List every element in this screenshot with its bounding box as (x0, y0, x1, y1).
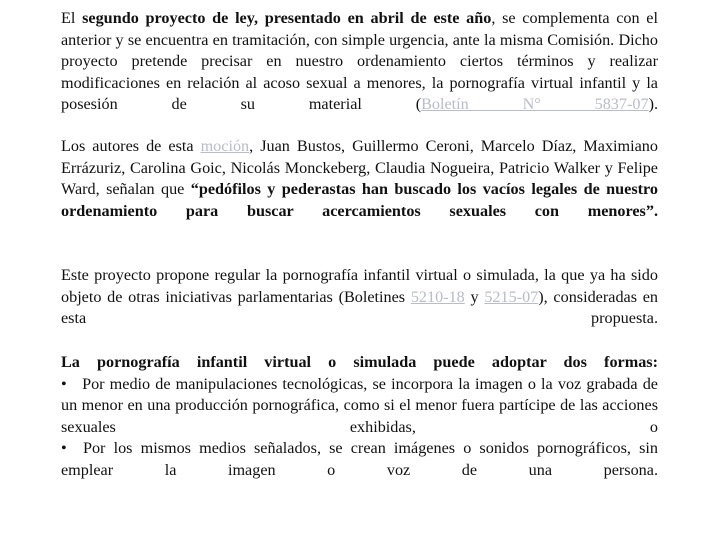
paragraph-1-text-3: ). (648, 95, 659, 114)
boletin-5215-07-link[interactable]: 5215-07 (484, 287, 539, 306)
paragraph-2-text-2: , Juan Bustos, Guillermo Ceroni, Marcelo Díaz, Maximiano Errázuriz, Carolina Goic, Nicolás Monckeberg, Claudia Nogueira, Patricio Walker y Felipe Ward, señalan que (61, 137, 658, 199)
boletin-5210-18-link[interactable]: 5210-18 (410, 287, 465, 306)
bullet-item-1: Por medio de manipulaciones tecnológicas, se incorpora la imagen o la voz grabada de un menor en una producción pornográfica, como si el menor fuera partícipe de las acciones sexuales exhibidas, o (61, 374, 658, 436)
paragraph-2-text: Los autores de esta (61, 137, 201, 155)
bullet-mark: • (61, 374, 67, 393)
paragraph-1-text: El (61, 9, 83, 27)
forms-heading: La pornografía infantil virtual o simulada puede adoptar dos formas: (61, 353, 658, 371)
paragraph-2 (61, 136, 658, 222)
paragraph-3-text-3: ), consideradas en esta propuesta. (61, 287, 659, 328)
mocion-link[interactable]: moción (200, 137, 250, 155)
bullet-mark: • (61, 439, 67, 458)
paragraph-1 (61, 8, 658, 116)
paragraph-1-bold: segundo proyecto de ley, presentado en abril de este año (82, 9, 492, 27)
paragraph-3-text-2: y (464, 287, 485, 306)
paragraph-4 (61, 352, 658, 482)
boletin-5837-07-link[interactable]: Boletín N° 5837-07 (421, 95, 649, 114)
paragraph-2-quote: “pedófilos y pederastas han buscado los vacíos legales de nuestro ordenamiento para buscar acercamientos sexuales con menores”. (61, 180, 658, 220)
paragraph-3 (61, 265, 658, 330)
bullet-item-2: Por los mismos medios señalados, se crean imágenes o sonidos pornográficos, sin emplear la imagen o voz de una persona. (61, 439, 659, 479)
paragraph-3-text: Este proyecto propone regular la pornografía infantil virtual o simulada, la que ya ha sido objeto de otras iniciativas parlamentarias (Boletines (61, 266, 658, 306)
paragraph-1-text-2: , se complementa con el anterior y se encuentra en tramitación, con simple urgencia, ante la misma Comisión. Dicho proyecto pretende precisar en nuestro ordenamiento ciertos términos y realizar modificaciones en relación al acoso sexual a menores, la pornografía virtual infantil y la posesión de su material ( (61, 9, 658, 114)
